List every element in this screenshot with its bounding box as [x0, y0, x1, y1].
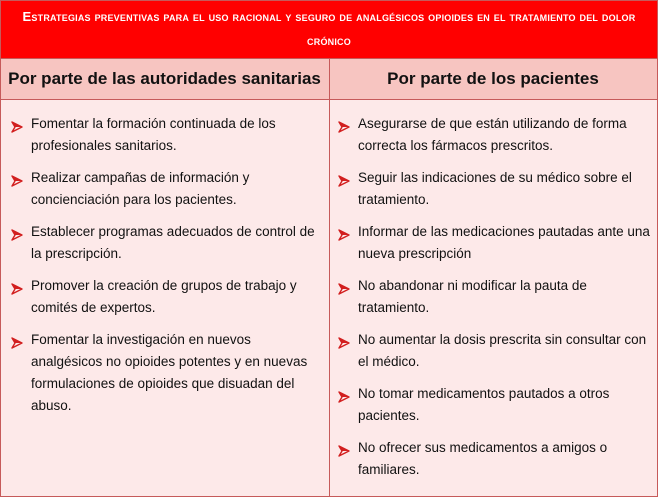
list-item-text: Seguir las indicaciones de su médico sobre el tratamiento. [358, 170, 632, 207]
arrow-bullet-icon [338, 280, 350, 292]
column-header-patients: Por parte de los pacientes [387, 69, 599, 88]
list-item [11, 329, 323, 417]
list-item-text: No tomar medicamentos pautados a otros pacientes. [358, 386, 610, 423]
arrow-bullet-icon [338, 388, 350, 400]
authorities-list [11, 113, 323, 427]
arrow-bullet-icon [338, 118, 350, 130]
column-divider [329, 58, 330, 496]
list-item-text: Fomentar la investigación en nuevos analgésicos no opioides potentes y en nuevas formulaciones de opioides que disuadan del abuso. [31, 332, 308, 413]
list-item [11, 167, 323, 211]
list-item-text: Promover la creación de grupos de trabajo y comités de expertos. [31, 278, 297, 315]
arrow-bullet-icon [338, 442, 350, 454]
list-item-text: Fomentar la formación continuada de los profesionales sanitarios. [31, 116, 276, 153]
list-item-text: No abandonar ni modificar la pauta de tratamiento. [358, 278, 587, 315]
column-header-authorities: Por parte de las autoridades sanitarias [8, 69, 321, 88]
list-item [338, 275, 650, 319]
patients-list [338, 113, 650, 491]
list-item [338, 113, 650, 157]
list-item [338, 383, 650, 427]
arrow-bullet-icon [11, 226, 23, 238]
list-item [11, 221, 323, 265]
table-title: Estrategias preventivas para el uso racional y seguro de analgésicos opioides en el tratamiento del dolor crónico [1, 1, 657, 58]
list-item [338, 221, 650, 265]
arrow-bullet-icon [11, 334, 23, 346]
list-item [338, 437, 650, 481]
list-item-text: Asegurarse de que están utilizando de forma correcta los fármacos prescritos. [358, 116, 627, 153]
list-item [11, 113, 323, 157]
arrow-bullet-icon [11, 172, 23, 184]
arrow-bullet-icon [338, 226, 350, 238]
list-item [338, 329, 650, 373]
arrow-bullet-icon [11, 118, 23, 130]
arrow-bullet-icon [338, 172, 350, 184]
list-item-text: No aumentar la dosis prescrita sin consultar con el médico. [358, 332, 647, 369]
list-item [338, 167, 650, 211]
list-item-text: Establecer programas adecuados de control de la prescripción. [31, 224, 315, 261]
list-item-text: Realizar campañas de información y concienciación para los pacientes. [31, 170, 250, 207]
arrow-bullet-icon [338, 334, 350, 346]
arrow-bullet-icon [11, 280, 23, 292]
list-item [11, 275, 323, 319]
list-item-text: Informar de las medicaciones pautadas ante una nueva prescripción [358, 224, 650, 261]
list-item-text: No ofrecer sus medicamentos a amigos o familiares. [358, 440, 608, 477]
